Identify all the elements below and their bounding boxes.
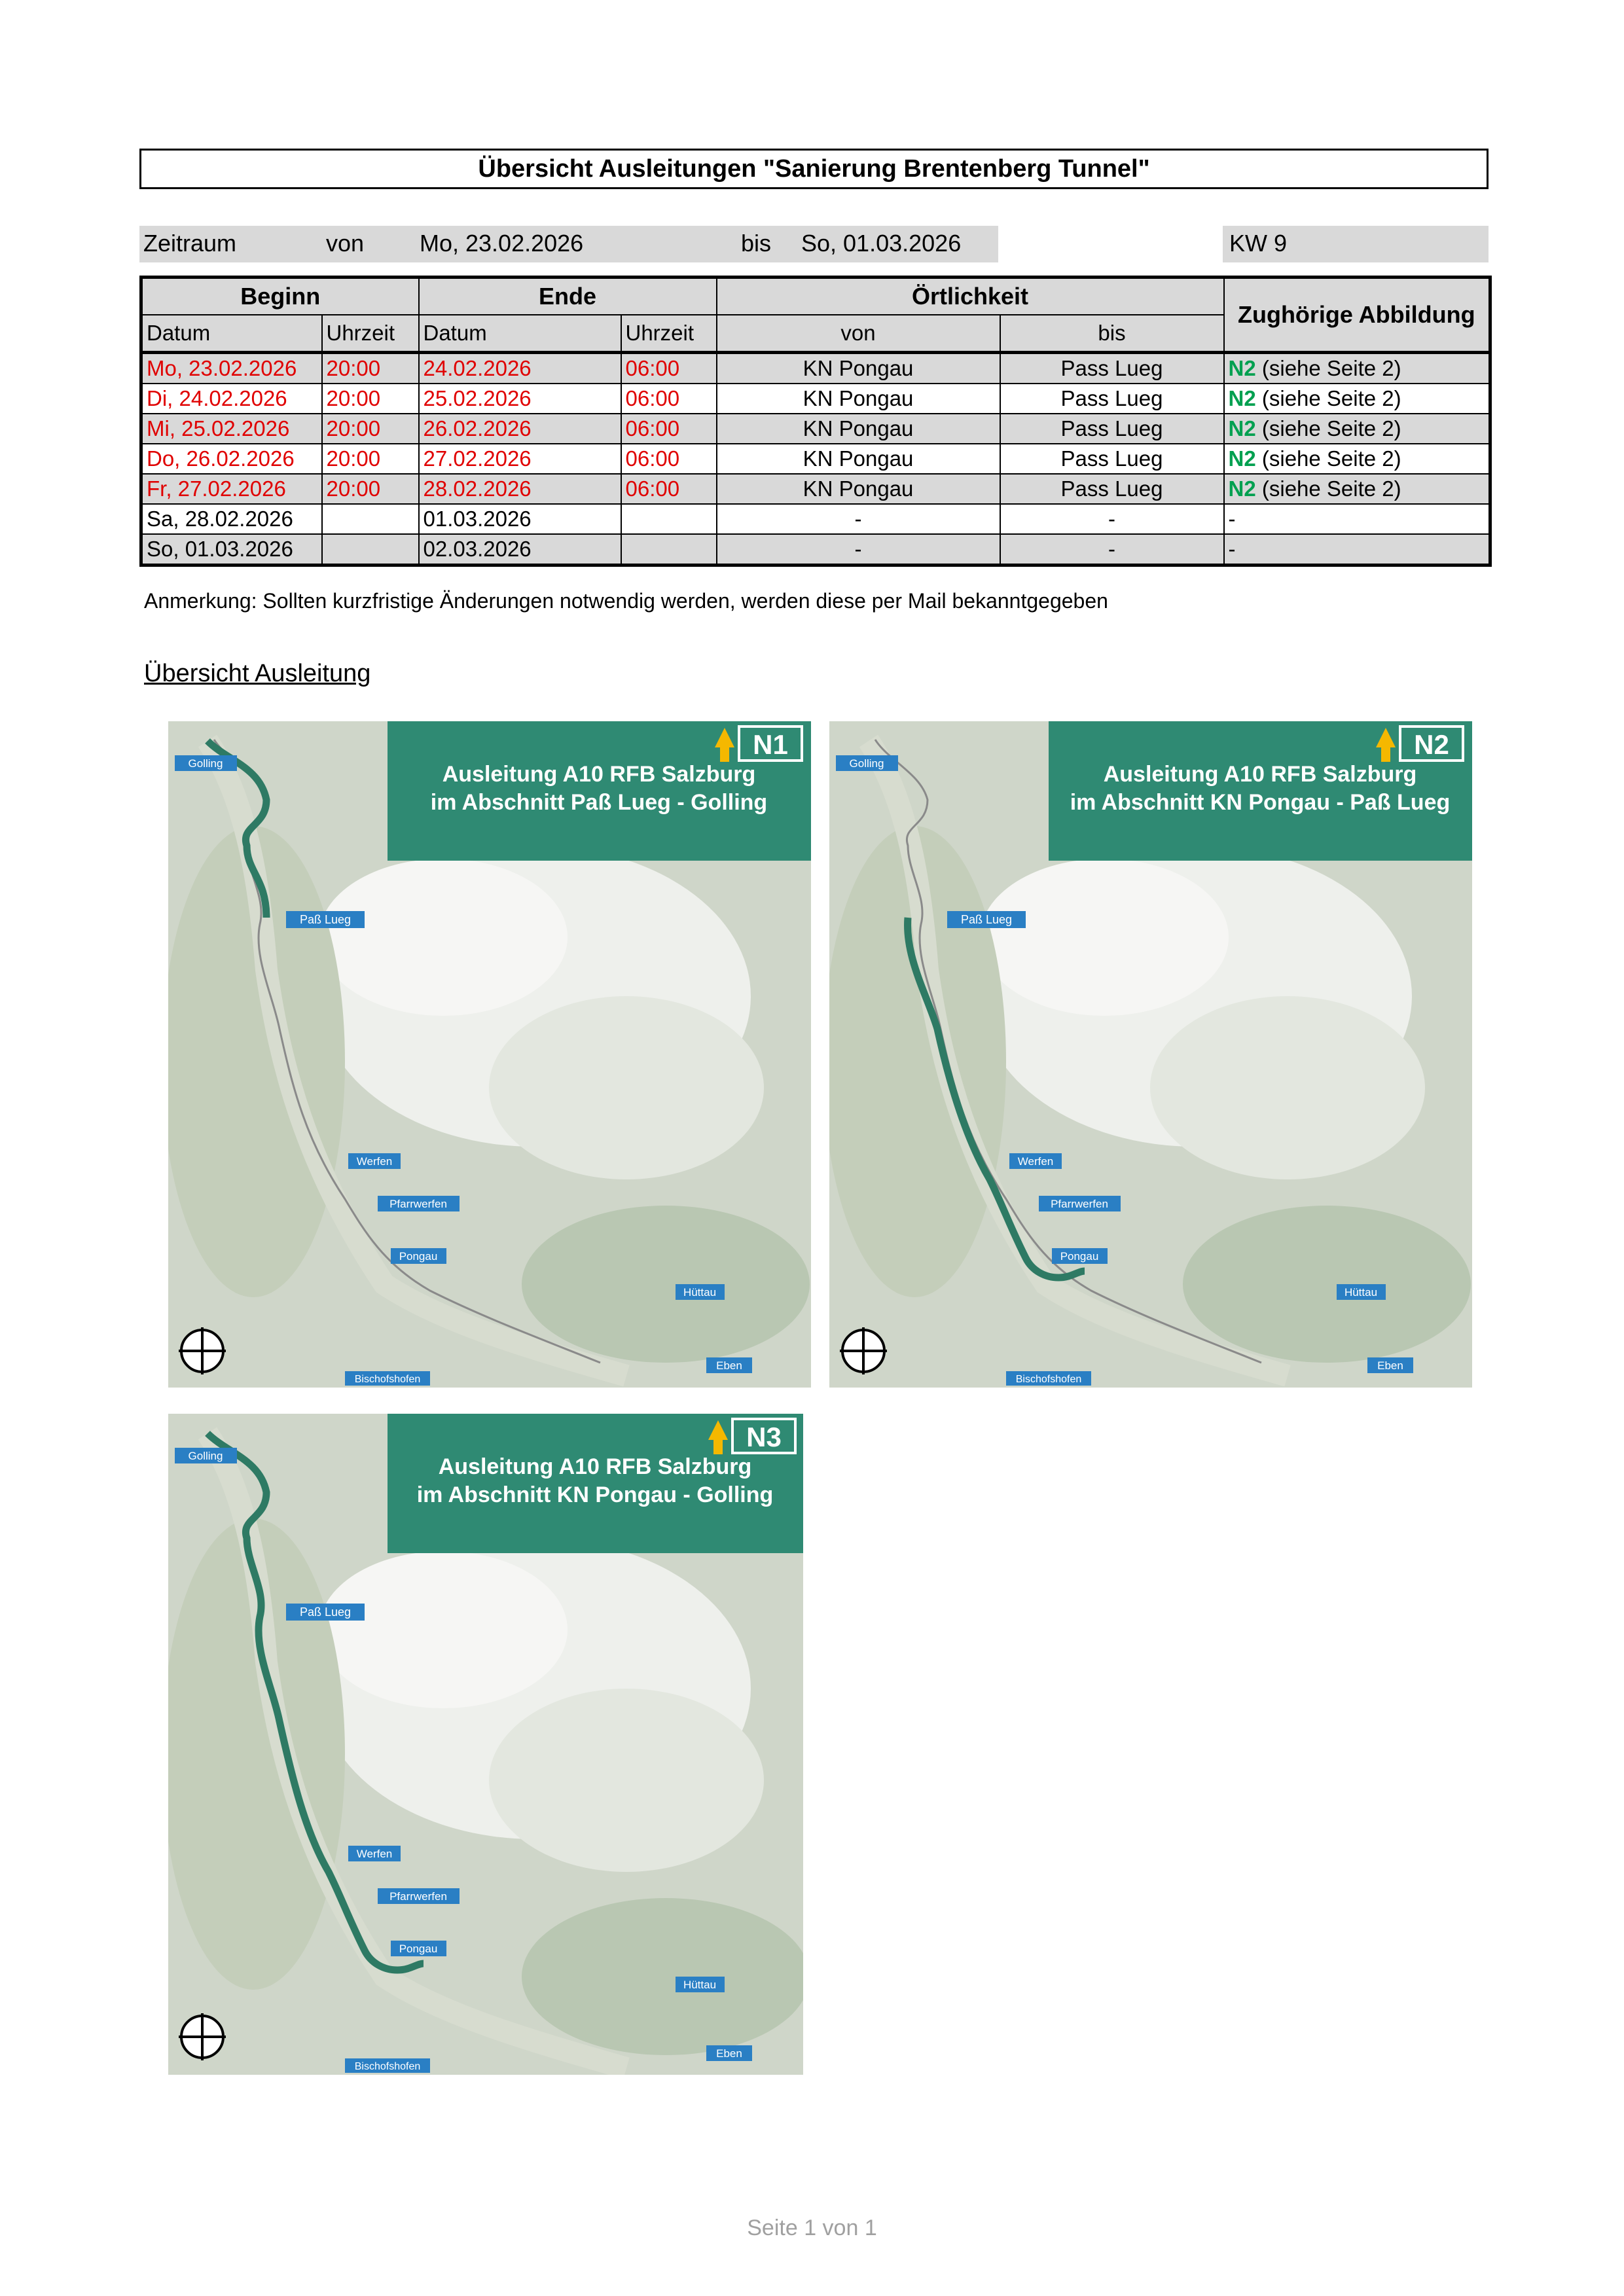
figure-ref (1224, 353, 1490, 384)
place-werfen: Werfen (356, 1155, 393, 1168)
location-to: Pass Lueg (1000, 444, 1224, 474)
header-bis: bis (1000, 315, 1224, 353)
period-bar (139, 226, 998, 262)
place-bischofshofen: Bischofshofen (354, 1374, 421, 1385)
location-from: - (717, 534, 1000, 565)
start-date: Do, 26.02.2026 (141, 444, 322, 474)
period-to-label: bis (741, 230, 772, 257)
figure-ref (1224, 414, 1490, 444)
place-eben: Eben (716, 1359, 742, 1372)
page-footer: Seite 1 von 1 (747, 2215, 877, 2240)
header-uhrzeit-end: Uhrzeit (621, 315, 717, 353)
location-from: KN Pongau (717, 474, 1000, 504)
header-uhrzeit-start: Uhrzeit (322, 315, 419, 353)
place-golling: Golling (188, 1450, 223, 1462)
table-row (141, 504, 1490, 534)
map-n2-title-line2: im Abschnitt KN Pongau - Paß Lueg (1070, 790, 1451, 815)
table-row (141, 534, 1490, 565)
place-pass-lueg: Paß Lueg (299, 1605, 352, 1619)
map-n3-code: N3 (746, 1422, 782, 1452)
section-heading: Übersicht Ausleitung (144, 660, 371, 687)
figure-code: N2 (1228, 416, 1256, 440)
map-n2-code: N2 (1414, 729, 1449, 760)
location-from: KN Pongau (717, 384, 1000, 414)
figure-text: - (1228, 507, 1236, 531)
table-row (141, 384, 1490, 414)
end-time (621, 504, 717, 534)
end-time (621, 534, 717, 565)
end-time: 06:00 (621, 414, 717, 444)
end-date: 24.02.2026 (419, 353, 621, 384)
start-date: Mi, 25.02.2026 (141, 414, 322, 444)
map-n2 (829, 721, 1472, 1388)
place-bischofshofen: Bischofshofen (1015, 1374, 1082, 1385)
map-n1 (168, 721, 811, 1388)
schedule-table (139, 276, 1492, 567)
start-time: 20:00 (322, 353, 419, 384)
place-pongau: Pongau (399, 1250, 438, 1263)
page-title: Übersicht Ausleitungen "Sanierung Brentenberg Tunnel" (139, 149, 1489, 189)
header-datum-start: Datum (141, 315, 322, 353)
figure-ref (1224, 384, 1490, 414)
location-to: Pass Lueg (1000, 384, 1224, 414)
header-beginn: Beginn (141, 278, 419, 315)
end-time: 06:00 (621, 353, 717, 384)
table-row (141, 414, 1490, 444)
place-golling: Golling (188, 757, 223, 770)
end-date: 02.03.2026 (419, 534, 621, 565)
note: Anmerkung: Sollten kurzfristige Änderungen notwendig werden, werden diese per Mail bekanntgegeben (144, 589, 1108, 613)
location-from: KN Pongau (717, 444, 1000, 474)
period-from-value: Mo, 23.02.2026 (420, 230, 584, 257)
location-to: Pass Lueg (1000, 353, 1224, 384)
start-date: Di, 24.02.2026 (141, 384, 322, 414)
location-to: - (1000, 534, 1224, 565)
place-bischofshofen: Bischofshofen (354, 2061, 421, 2072)
header-von: von (717, 315, 1000, 353)
table-row (141, 444, 1490, 474)
place-werfen: Werfen (1017, 1155, 1054, 1168)
place-eben: Eben (1377, 1359, 1403, 1372)
start-date: Fr, 27.02.2026 (141, 474, 322, 504)
place-huettau: Hüttau (1344, 1286, 1378, 1299)
place-huettau: Hüttau (683, 1286, 717, 1299)
figure-text: (siehe Seite 2) (1255, 476, 1401, 501)
table-row (141, 474, 1490, 504)
end-time: 06:00 (621, 384, 717, 414)
map-n1-title-line2: im Abschnitt Paß Lueg - Golling (430, 790, 768, 815)
calendar-week (1223, 226, 1489, 262)
location-to: - (1000, 504, 1224, 534)
location-to: Pass Lueg (1000, 414, 1224, 444)
figure-ref (1224, 504, 1490, 534)
map-n3-title-line2: im Abschnitt KN Pongau - Golling (416, 1482, 774, 1507)
figure-text: - (1228, 537, 1236, 561)
figure-text: (siehe Seite 2) (1255, 386, 1401, 410)
table-group-header (141, 278, 1490, 315)
end-date: 26.02.2026 (419, 414, 621, 444)
period-label: Zeitraum (143, 230, 237, 257)
start-time (322, 534, 419, 565)
figure-code: N2 (1228, 386, 1256, 410)
map-n2-title-line1: Ausleitung A10 RFB Salzburg (1103, 762, 1417, 787)
figure-text: (siehe Seite 2) (1255, 416, 1401, 440)
header-datum-end: Datum (419, 315, 621, 353)
place-pfarrwerfen: Pfarrwerfen (1051, 1198, 1108, 1210)
end-time: 06:00 (621, 474, 717, 504)
table-row (141, 353, 1490, 384)
location-from: KN Pongau (717, 353, 1000, 384)
place-huettau: Hüttau (683, 1979, 717, 1991)
end-date: 25.02.2026 (419, 384, 621, 414)
place-pass-lueg: Paß Lueg (960, 913, 1013, 926)
period-from-label: von (326, 230, 365, 257)
start-time: 20:00 (322, 384, 419, 414)
place-werfen: Werfen (356, 1848, 393, 1860)
location-from: - (717, 504, 1000, 534)
header-oertlichkeit: Örtlichkeit (717, 278, 1224, 315)
place-pass-lueg: Paß Lueg (299, 913, 352, 926)
figure-code: N2 (1228, 476, 1256, 501)
location-from: KN Pongau (717, 414, 1000, 444)
map-n3 (168, 1414, 803, 2075)
figure-ref (1224, 534, 1490, 565)
location-to: Pass Lueg (1000, 474, 1224, 504)
start-date: Mo, 23.02.2026 (141, 353, 322, 384)
place-pfarrwerfen: Pfarrwerfen (389, 1890, 447, 1903)
place-eben: Eben (716, 2047, 742, 2060)
place-pfarrwerfen: Pfarrwerfen (389, 1198, 447, 1210)
place-pongau: Pongau (1060, 1250, 1099, 1263)
figure-code: N2 (1228, 446, 1256, 471)
place-pongau: Pongau (399, 1943, 438, 1955)
map-n1-title-line1: Ausleitung A10 RFB Salzburg (442, 762, 756, 787)
figure-code: N2 (1228, 356, 1256, 380)
header-abbildung: Zughörige Abbildung (1224, 278, 1490, 353)
start-date: So, 01.03.2026 (141, 534, 322, 565)
end-date: 01.03.2026 (419, 504, 621, 534)
end-time: 06:00 (621, 444, 717, 474)
figure-ref (1224, 474, 1490, 504)
map-n1-code: N1 (753, 729, 788, 760)
start-time (322, 504, 419, 534)
figure-ref (1224, 444, 1490, 474)
figure-text: (siehe Seite 2) (1255, 446, 1401, 471)
map-n3-title-line1: Ausleitung A10 RFB Salzburg (438, 1454, 752, 1479)
start-date: Sa, 28.02.2026 (141, 504, 322, 534)
place-golling: Golling (849, 757, 884, 770)
header-ende: Ende (419, 278, 717, 315)
start-time: 20:00 (322, 444, 419, 474)
calendar-week-value: KW 9 (1229, 230, 1288, 257)
end-date: 28.02.2026 (419, 474, 621, 504)
figure-text: (siehe Seite 2) (1255, 356, 1401, 380)
start-time: 20:00 (322, 414, 419, 444)
start-time: 20:00 (322, 474, 419, 504)
period-to-value: So, 01.03.2026 (801, 230, 962, 257)
end-date: 27.02.2026 (419, 444, 621, 474)
